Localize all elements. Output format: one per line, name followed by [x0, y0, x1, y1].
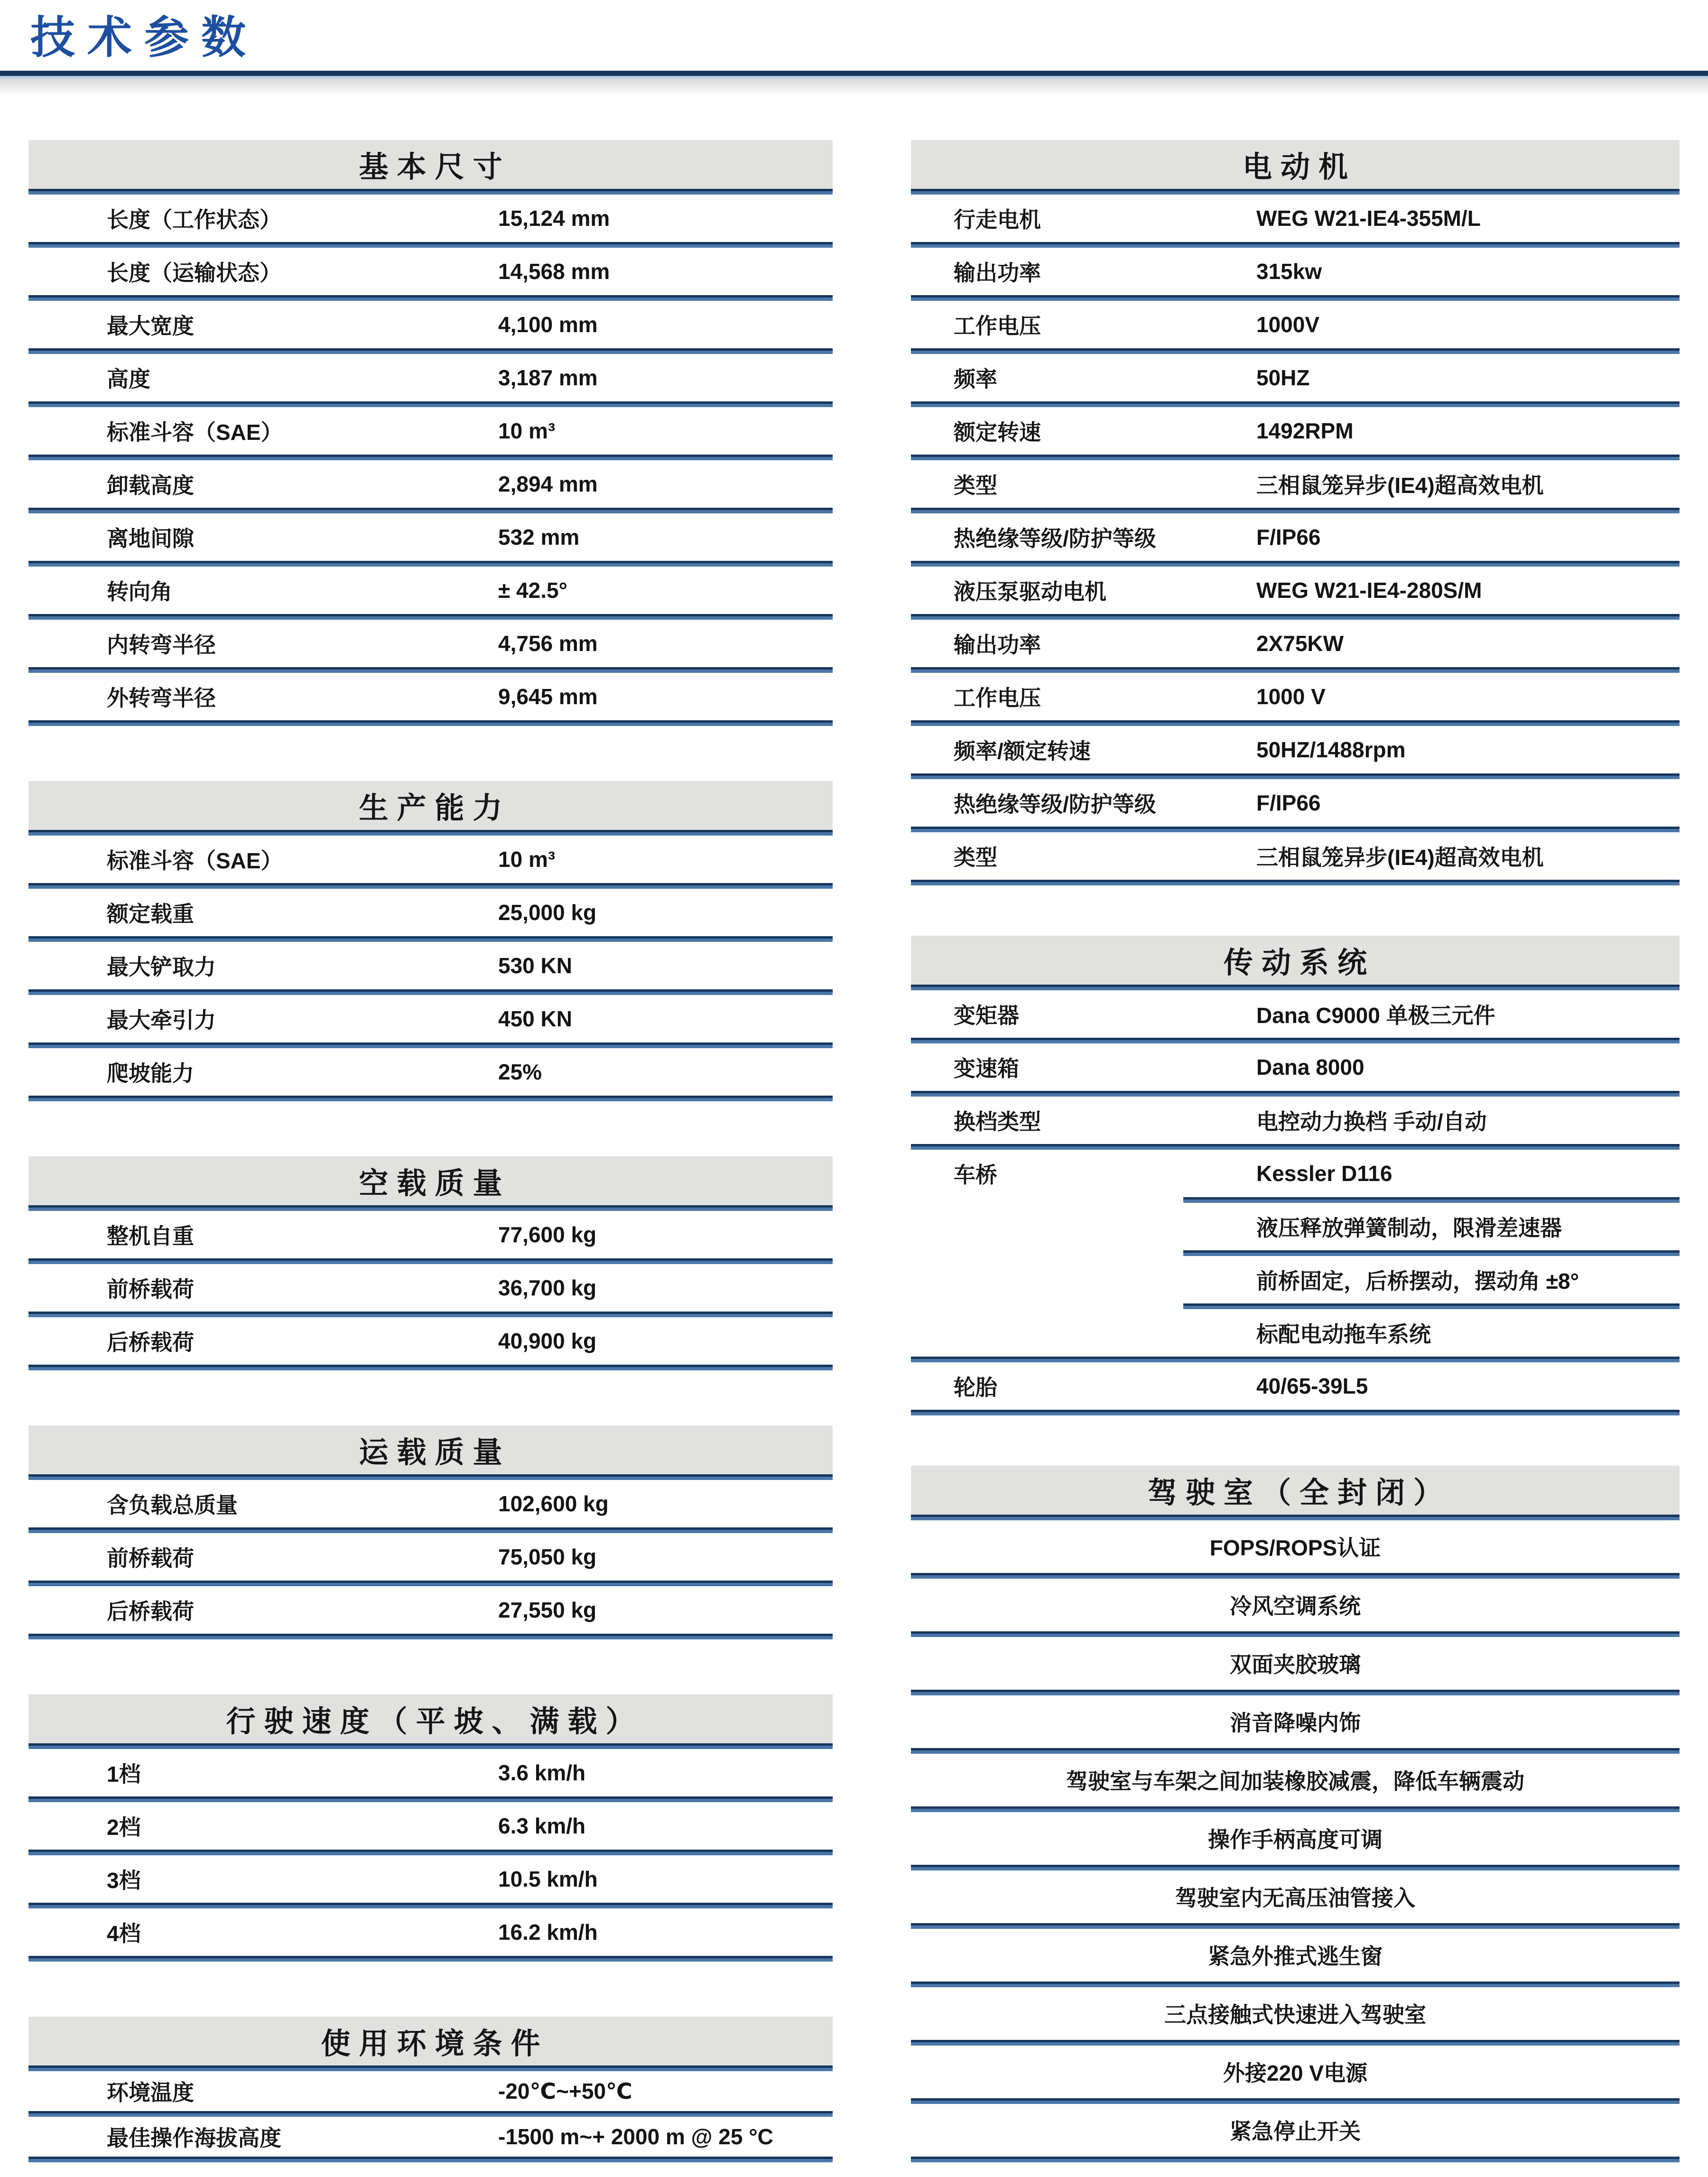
spec-value: 36,700 kg	[498, 1275, 597, 1300]
row-divider	[911, 455, 1680, 460]
header-divider	[911, 985, 1680, 990]
spec-label: 车桥	[954, 1162, 997, 1187]
spec-label: 行走电机	[954, 207, 1041, 232]
spec-value: F/IP66	[1256, 790, 1321, 815]
spec-row	[911, 832, 1680, 880]
spec-label: 最大宽度	[107, 313, 194, 338]
spec-row	[28, 2071, 833, 2111]
section-header	[28, 1425, 833, 1474]
spec-value: 2X75KW	[1256, 631, 1344, 656]
spec-value: 三点接触式快速进入驾驶室	[1164, 2002, 1426, 2028]
spec-value: 25%	[498, 1059, 542, 1084]
spec-row	[28, 1211, 833, 1258]
spec-value: FOPS/ROPS认证	[1209, 1535, 1381, 1561]
spec-label: 标准斗容（SAE）	[107, 848, 283, 873]
spec-row	[28, 248, 833, 295]
sub-row-divider	[1183, 1303, 1680, 1309]
spec-section	[28, 1156, 833, 1370]
row-divider	[28, 295, 833, 301]
header-divider	[28, 1474, 833, 1480]
section-title: 空载质量	[359, 1167, 511, 1200]
row-divider	[911, 2040, 1680, 2046]
row-divider	[911, 1865, 1680, 1870]
spec-row	[911, 673, 1680, 720]
row-divider	[28, 242, 833, 248]
spec-row	[28, 567, 833, 614]
spec-value: 16.2 km/h	[498, 1919, 598, 1944]
row-divider	[911, 2098, 1680, 2104]
spec-label: 额定转速	[954, 419, 1041, 445]
row-divider	[911, 2157, 1680, 2162]
row-divider	[28, 614, 833, 620]
header-divider	[28, 2065, 833, 2071]
spec-row	[28, 1533, 833, 1581]
spec-value: 紧急外推式逃生窗	[1208, 1944, 1383, 1969]
spec-section	[28, 1425, 833, 1639]
row-divider	[28, 401, 833, 407]
right-column	[911, 140, 1680, 2162]
row-divider	[28, 1581, 833, 1586]
row-divider	[911, 295, 1680, 301]
header-divider	[911, 189, 1680, 195]
spec-label: 频率/额定转速	[954, 738, 1091, 763]
spec-value: 3,187 mm	[498, 365, 598, 390]
spec-row	[28, 889, 833, 936]
spec-label: 高度	[107, 366, 150, 391]
spec-value: 4,756 mm	[498, 631, 598, 656]
row-divider	[911, 1631, 1680, 1637]
spec-row	[911, 1362, 1680, 1410]
spec-row	[28, 673, 833, 720]
spec-label: 含负载总质量	[107, 1492, 238, 1517]
spec-label: 长度（运输状态）	[107, 260, 281, 285]
section-header	[911, 140, 1680, 189]
section-header	[28, 140, 833, 189]
spec-row	[911, 1812, 1680, 1865]
page-title: 技术参数	[30, 12, 259, 62]
row-divider	[28, 1956, 833, 1962]
row-divider	[911, 1690, 1680, 1695]
row-divider	[28, 720, 833, 726]
spec-row	[911, 1043, 1680, 1091]
sub-row-divider	[1183, 1197, 1680, 1203]
spec-row	[28, 995, 833, 1042]
section-title: 生产能力	[359, 791, 511, 825]
spec-row	[28, 942, 833, 989]
spec-label: 2档	[107, 1814, 141, 1840]
spec-label: 热绝缘等级/防护等级	[954, 791, 1156, 817]
spec-value: -20℃~+50℃	[498, 2078, 632, 2103]
spec-row	[911, 1520, 1680, 1573]
spec-label: 最大铲取力	[107, 954, 216, 979]
spec-value: 消音降噪内饰	[1230, 1711, 1361, 1736]
spec-label: 后桥载荷	[107, 1599, 194, 1624]
spec-value: 532 mm	[498, 524, 580, 549]
spec-value: Dana C9000 单极三元件	[1256, 1003, 1495, 1028]
spec-section	[28, 1694, 833, 1962]
spec-value: ± 42.5°	[498, 577, 567, 603]
spec-value: 40,900 kg	[498, 1328, 597, 1353]
row-divider	[28, 1850, 833, 1855]
spec-row	[911, 1579, 1680, 1631]
columns-wrapper	[0, 140, 1708, 2162]
spec-value: 冷风空调系统	[1230, 1594, 1361, 1619]
title-rule-gray-band	[0, 78, 1708, 94]
section-title: 基本尺寸	[359, 150, 511, 184]
spec-label: 液压泵驱动电机	[954, 579, 1106, 604]
row-divider	[911, 1748, 1680, 1754]
spec-label: 长度（工作状态）	[107, 207, 281, 232]
spec-section	[911, 140, 1680, 885]
spec-row	[28, 1264, 833, 1312]
row-divider	[911, 1144, 1680, 1150]
spec-label: 卸载高度	[107, 473, 194, 498]
row-divider	[911, 614, 1680, 620]
spec-label: 外转弯半径	[107, 685, 216, 710]
row-divider	[28, 508, 833, 513]
title-rule	[0, 71, 1708, 94]
spec-row	[911, 248, 1680, 295]
spec-label: 1档	[107, 1761, 141, 1786]
row-divider	[911, 561, 1680, 567]
row-divider	[28, 667, 833, 673]
spec-value: 三相鼠笼异步(IE4)超高效电机	[1256, 473, 1544, 498]
row-divider	[28, 1096, 833, 1101]
spec-value: 外接220 V电源	[1223, 2061, 1368, 2086]
spec-label: 标准斗容（SAE）	[107, 419, 283, 445]
spec-section	[28, 140, 833, 726]
row-divider	[911, 1982, 1680, 1987]
row-divider	[911, 1573, 1680, 1579]
row-divider	[911, 720, 1680, 726]
spec-value: 3.6 km/h	[498, 1760, 586, 1785]
row-divider	[911, 773, 1680, 779]
spec-row	[911, 1097, 1680, 1144]
row-divider	[28, 2157, 833, 2162]
row-divider	[28, 561, 833, 567]
row-divider	[911, 880, 1680, 885]
spec-value: 27,550 kg	[498, 1597, 597, 1622]
sub-row	[911, 1309, 1680, 1357]
spec-section	[28, 2017, 833, 2162]
row-divider	[28, 1634, 833, 1639]
row-divider	[28, 1365, 833, 1370]
spec-row	[28, 354, 833, 401]
row-divider	[911, 1806, 1680, 1812]
row-divider	[28, 1258, 833, 1264]
spec-row	[28, 513, 833, 561]
spec-value: 50HZ/1488rpm	[1256, 737, 1406, 762]
spec-row	[28, 407, 833, 455]
spec-row	[911, 2104, 1680, 2157]
spec-label: 最佳操作海拔高度	[107, 2125, 281, 2150]
spec-value: 315kw	[1256, 259, 1322, 284]
spec-value: 紧急停止开关	[1230, 2119, 1361, 2144]
section-header	[28, 781, 833, 830]
spec-value: 15,124 mm	[498, 205, 610, 231]
sub-row-divider	[1183, 1250, 1680, 1256]
spec-value: 1000 V	[1256, 684, 1326, 709]
spec-row	[28, 1317, 833, 1365]
spec-label: 前桥载荷	[107, 1276, 194, 1302]
spec-value: 10 m³	[498, 847, 556, 872]
spec-row	[911, 620, 1680, 667]
spec-row	[911, 726, 1680, 773]
section-header	[28, 1156, 833, 1205]
spec-row	[28, 1802, 833, 1850]
section-header	[28, 2017, 833, 2065]
spec-value: 102,600 kg	[498, 1491, 609, 1516]
row-divider	[911, 667, 1680, 673]
section-title: 使用环境条件	[321, 2027, 549, 2060]
spec-row	[28, 460, 833, 508]
spec-label: 类型	[954, 845, 997, 870]
spec-value: F/IP66	[1256, 524, 1321, 549]
spec-section	[911, 936, 1680, 1415]
spec-row	[28, 195, 833, 242]
section-header	[28, 1694, 833, 1743]
spec-label: 变矩器	[954, 1003, 1019, 1028]
spec-row	[911, 1637, 1680, 1690]
spec-row	[28, 1048, 833, 1096]
spec-value: 6.3 km/h	[498, 1813, 586, 1838]
spec-value: 标配电动拖车系统	[1256, 1321, 1431, 1347]
spec-label: 离地间隙	[107, 526, 194, 551]
spec-value: 驾驶室内无高压油管接入	[1175, 1886, 1415, 1911]
row-divider	[28, 1312, 833, 1317]
spec-value: 双面夹胶玻璃	[1230, 1652, 1361, 1677]
row-divider	[911, 1923, 1680, 1929]
spec-label: 轮胎	[954, 1375, 997, 1400]
spec-value: -1500 m~+ 2000 m @ 25 °C	[498, 2124, 773, 2149]
spec-label: 输出功率	[954, 260, 1041, 285]
spec-row	[28, 1480, 833, 1527]
section-title: 行驶速度（平坡、满载）	[226, 1705, 644, 1738]
spec-value: 1000V	[1256, 312, 1320, 337]
section-title: 运载质量	[359, 1436, 511, 1469]
sub-row	[911, 1256, 1680, 1303]
spec-row	[911, 1870, 1680, 1923]
spec-row	[911, 1929, 1680, 1982]
row-divider	[911, 242, 1680, 248]
spec-row	[911, 990, 1680, 1038]
spec-value: 25,000 kg	[498, 900, 597, 925]
row-divider	[911, 348, 1680, 354]
row-divider	[911, 508, 1680, 513]
spec-value: 530 KN	[498, 953, 572, 978]
row-divider	[911, 1038, 1680, 1043]
spec-row	[911, 1754, 1680, 1806]
row-divider	[28, 455, 833, 460]
row-divider	[28, 883, 833, 889]
spec-label: 类型	[954, 473, 997, 498]
spec-label: 换档类型	[954, 1109, 1041, 1134]
spec-row	[911, 2046, 1680, 2098]
spec-label: 前桥载荷	[107, 1545, 194, 1571]
spec-row	[28, 301, 833, 348]
spec-row	[911, 513, 1680, 561]
spec-section	[911, 1466, 1680, 2162]
spec-label: 变速箱	[954, 1056, 1019, 1081]
spec-value: 4,100 mm	[498, 312, 598, 337]
spec-row	[911, 1987, 1680, 2040]
spec-label: 最大牵引力	[107, 1007, 216, 1033]
spec-row	[911, 1695, 1680, 1748]
spec-value: 三相鼠笼异步(IE4)超高效电机	[1256, 845, 1544, 870]
spec-value: 10 m³	[498, 418, 556, 443]
spec-value: 40/65-39L5	[1256, 1373, 1368, 1398]
spec-value: 电控动力换档 手动/自动	[1256, 1109, 1487, 1134]
spec-value: 1492RPM	[1256, 418, 1354, 443]
spec-row	[28, 1908, 833, 1956]
spec-value: 操作手柄高度可调	[1208, 1827, 1383, 1852]
spec-row	[28, 836, 833, 883]
sub-row	[911, 1203, 1680, 1250]
spec-label: 转向角	[107, 579, 172, 604]
spec-row	[28, 1855, 833, 1903]
row-divider	[28, 1796, 833, 1802]
row-divider	[911, 1091, 1680, 1097]
spec-label: 内转弯半径	[107, 632, 216, 657]
spec-label: 额定载重	[107, 901, 194, 926]
spec-value: Kessler D116	[1256, 1161, 1392, 1186]
spec-label: 后桥载荷	[107, 1330, 194, 1355]
spec-value: 驾驶室与车架之间加装橡胶减震，降低车辆震动	[1066, 1769, 1524, 1794]
section-title: 电动机	[1242, 150, 1356, 184]
left-column	[28, 140, 833, 2162]
spec-section	[28, 781, 833, 1101]
spec-value: 77,600 kg	[498, 1222, 597, 1247]
header-divider	[28, 830, 833, 836]
header-divider	[28, 1205, 833, 1211]
spec-row	[911, 779, 1680, 827]
spec-value: 前桥固定，后桥摆动，摆动角 ±8°	[1256, 1268, 1579, 1293]
section-header	[911, 1466, 1680, 1515]
spec-row	[28, 1749, 833, 1796]
spec-value: Dana 8000	[1256, 1054, 1365, 1079]
row-divider	[28, 936, 833, 942]
spec-row	[911, 301, 1680, 348]
spec-value: 液压释放弹簧制动，限滑差速器	[1256, 1215, 1562, 1240]
spec-value: 9,645 mm	[498, 684, 598, 709]
spec-label: 3档	[107, 1868, 141, 1893]
row-divider	[911, 827, 1680, 832]
spec-row	[911, 567, 1680, 614]
row-divider	[28, 1527, 833, 1533]
spec-value: 14,568 mm	[498, 259, 610, 284]
spec-label: 频率	[954, 366, 997, 391]
spec-row	[28, 1586, 833, 1634]
section-header	[911, 936, 1680, 985]
spec-value: WEG W21-IE4-355M/L	[1256, 205, 1481, 231]
row-divider	[28, 989, 833, 995]
spec-label: 环境温度	[107, 2080, 194, 2105]
section-title: 驾驶室（全封闭）	[1147, 1476, 1451, 1509]
spec-row	[911, 407, 1680, 455]
header-divider	[28, 1743, 833, 1749]
spec-value: WEG W21-IE4-280S/M	[1256, 577, 1482, 603]
header-divider	[28, 189, 833, 195]
row-divider	[28, 2111, 833, 2117]
row-divider	[911, 401, 1680, 407]
spec-row	[911, 1150, 1680, 1357]
spec-row	[911, 195, 1680, 242]
spec-value: 50HZ	[1256, 365, 1310, 390]
row-divider	[28, 1903, 833, 1908]
spec-row	[28, 2117, 833, 2157]
row-divider	[28, 1042, 833, 1048]
row-divider	[911, 1410, 1680, 1415]
spec-label: 爬坡能力	[107, 1061, 194, 1086]
header-divider	[911, 1515, 1680, 1520]
section-title: 传动系统	[1223, 946, 1375, 979]
spec-row	[911, 354, 1680, 401]
row-divider	[911, 1357, 1680, 1362]
row-divider	[28, 348, 833, 354]
spec-value: 2,894 mm	[498, 471, 598, 496]
sub-row	[911, 1150, 1680, 1197]
spec-label: 输出功率	[954, 632, 1041, 657]
spec-row	[911, 460, 1680, 508]
spec-label: 工作电压	[954, 313, 1041, 338]
spec-label: 工作电压	[954, 685, 1041, 710]
spec-value: 450 KN	[498, 1006, 572, 1031]
spec-label: 热绝缘等级/防护等级	[954, 526, 1156, 551]
spec-value: 75,050 kg	[498, 1544, 597, 1569]
spec-label: 4档	[107, 1921, 141, 1946]
title-rule-navy-line	[0, 71, 1708, 76]
spec-value: 10.5 km/h	[498, 1866, 598, 1891]
spec-row	[28, 620, 833, 667]
spec-label: 整机自重	[107, 1223, 194, 1248]
